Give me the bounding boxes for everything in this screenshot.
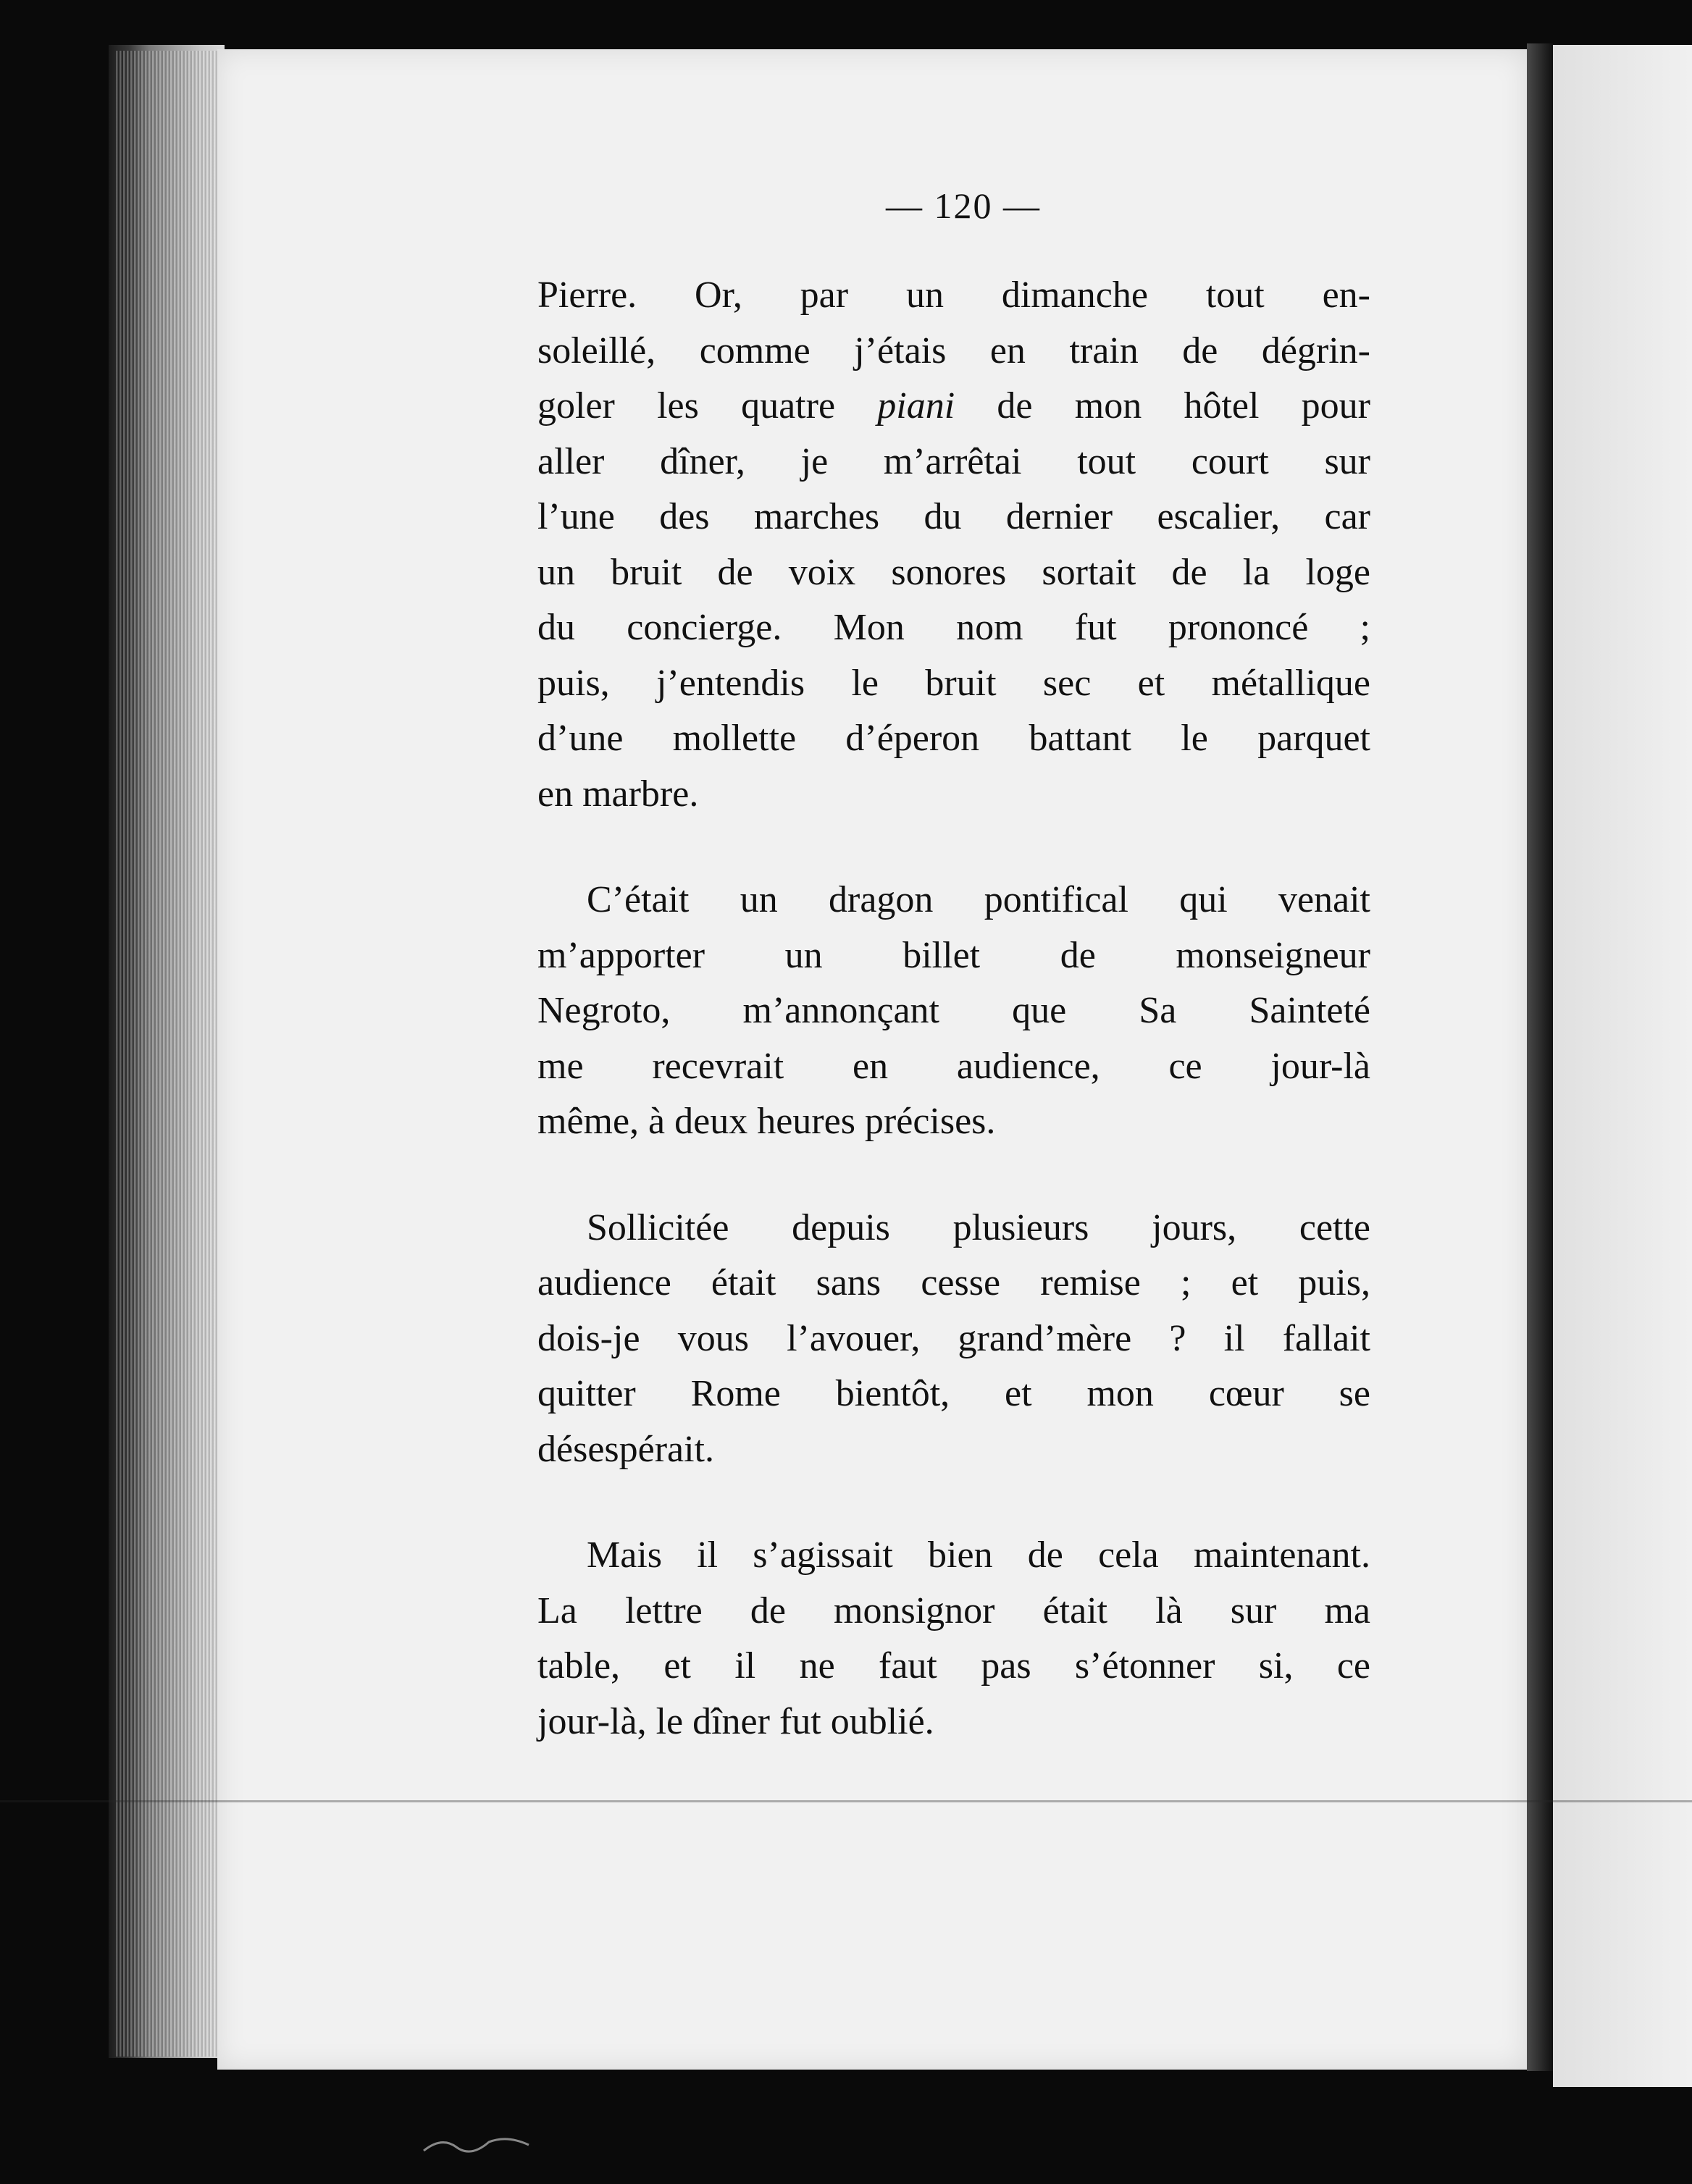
- text-line: table, et il ne faut pas s’étonner si, ce: [537, 1645, 1370, 1687]
- facing-page-edge: [1553, 45, 1692, 2087]
- text-line: Pierre. Or, par un dimanche tout en-: [537, 274, 1370, 316]
- scan-artifact-line: [0, 1800, 1692, 1802]
- text-line: désespérait.: [537, 1428, 715, 1470]
- text-line: Negroto, m’annonçant que Sa Sainteté: [537, 990, 1370, 1031]
- pencil-scribble-mark: [420, 2129, 536, 2158]
- page-edge-lines: [116, 51, 225, 2057]
- text-line: me recevrait en audience, ce jour-là: [537, 1045, 1370, 1087]
- text-line: goler les quatre piani de mon hôtel pour: [537, 385, 1370, 427]
- text-line: La lettre de monsignor était là sur ma: [537, 1589, 1370, 1631]
- text-line: puis, j’entendis le bruit sec et métallique: [537, 662, 1370, 704]
- text-line: soleillé, comme j’étais en train de dégrin-: [537, 329, 1370, 371]
- text-line: Mais il s’agissait bien de cela maintenant.: [587, 1534, 1370, 1576]
- text-line: du concierge. Mon nom fut prononcé ;: [537, 607, 1370, 648]
- paragraph-1: [537, 268, 1370, 822]
- text-line: jour-là, le dîner fut oublié.: [537, 1700, 934, 1742]
- text-line: d’une mollette d’éperon battant le parquet: [537, 718, 1370, 759]
- page-number: — 120 —: [886, 185, 1041, 226]
- text-line: audience était sans cesse remise ; et puis,: [537, 1262, 1370, 1303]
- paragraph-2: [537, 873, 1370, 1150]
- text-line: Sollicitée depuis plusieurs jours, cette: [587, 1206, 1370, 1248]
- text-line: l’une des marches du dernier escalier, car: [537, 496, 1370, 537]
- paragraph-4: [537, 1528, 1370, 1750]
- text-line: même, à deux heures précises.: [537, 1101, 996, 1142]
- text-line: en marbre.: [537, 773, 699, 815]
- gutter-shadow: [1527, 43, 1553, 2071]
- text-line: quitter Rome bientôt, et mon cœur se: [537, 1373, 1370, 1414]
- text-line: C’était un dragon pontifical qui venait: [587, 879, 1370, 920]
- paragraph-3: [537, 1201, 1370, 1478]
- text-line: un bruit de voix sonores sortait de la loge: [537, 551, 1370, 593]
- text-line: aller dîner, je m’arrêtai tout court sur: [537, 440, 1370, 482]
- italic-word: piani: [877, 385, 955, 427]
- text-line: m’apporter un billet de monseigneur: [537, 934, 1370, 976]
- text-line: dois-je vous l’avouer, grand’mère ? il fallait: [537, 1317, 1370, 1359]
- body-text: [537, 268, 1370, 1750]
